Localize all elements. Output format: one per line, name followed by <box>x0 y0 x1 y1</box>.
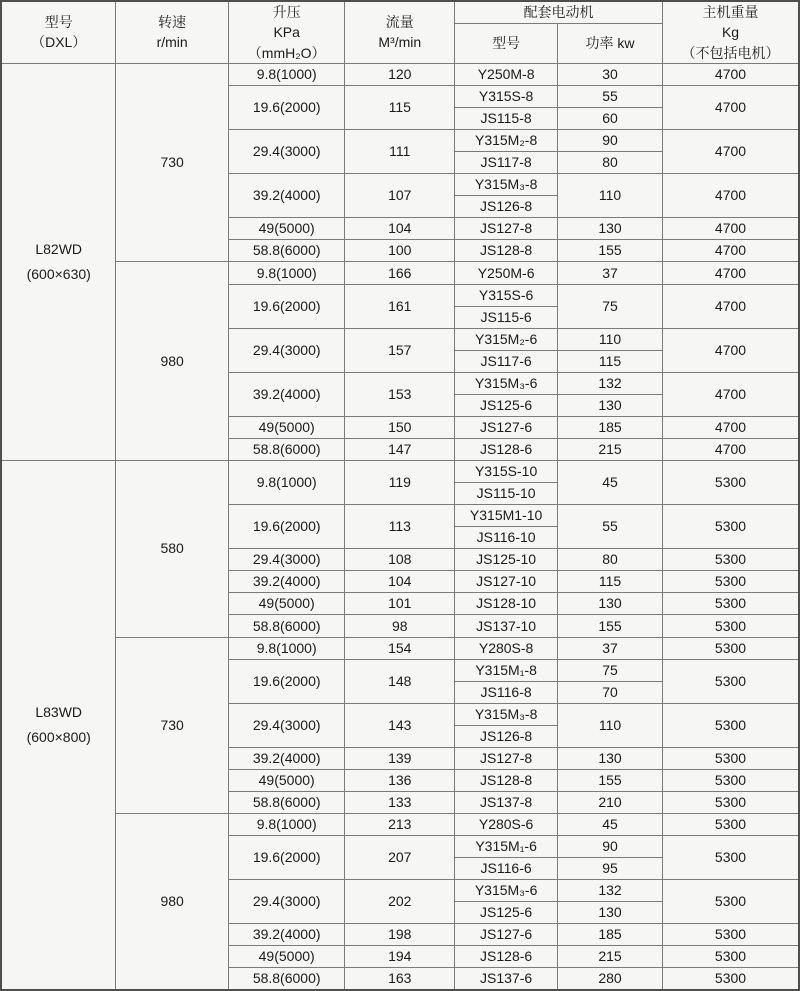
model-cell <box>1 63 116 460</box>
header-motor-group: 配套电动机 <box>455 1 663 23</box>
pressure-cell: 58.8(6000) <box>228 791 345 813</box>
flow-cell: 153 <box>345 372 455 416</box>
weight-cell: 5300 <box>663 791 800 813</box>
motor-power-cell: 115 <box>558 350 663 372</box>
flow-cell: 161 <box>345 284 455 328</box>
motor-power-cell: 185 <box>558 924 663 946</box>
pressure-cell: 9.8(1000) <box>228 461 345 505</box>
flow-cell: 213 <box>345 814 455 836</box>
flow-cell: 104 <box>345 571 455 593</box>
header-motor-model: 型号 <box>455 23 558 63</box>
motor-power-cell: 132 <box>558 880 663 902</box>
motor-model-cell: JS128-10 <box>455 593 558 615</box>
flow-cell: 148 <box>345 659 455 703</box>
motor-model-cell: JS127-6 <box>455 416 558 438</box>
motor-model-cell: JS128-6 <box>455 438 558 460</box>
motor-model-cell: Y280S-6 <box>455 814 558 836</box>
weight-cell: 5300 <box>663 703 800 747</box>
motor-model-cell: JS116-10 <box>455 527 558 549</box>
motor-model-cell: JS117-6 <box>455 350 558 372</box>
motor-power-cell: 215 <box>558 438 663 460</box>
pressure-cell: 58.8(6000) <box>228 438 345 460</box>
header-weight-line3: （不包括电机） <box>681 44 780 61</box>
motor-model-cell: JS116-8 <box>455 681 558 703</box>
motor-power-cell: 75 <box>558 659 663 681</box>
motor-model-cell: JS137-6 <box>455 968 558 990</box>
header-pressure-line1: 升压 <box>272 4 301 20</box>
weight-cell: 5300 <box>663 814 800 836</box>
flow-cell: 133 <box>345 791 455 813</box>
weight-cell: 5300 <box>663 637 800 659</box>
header-speed-line2: r/min <box>156 34 188 51</box>
motor-model-cell: Y315S-6 <box>455 284 558 306</box>
pressure-cell: 49(5000) <box>228 218 345 240</box>
weight-cell: 5300 <box>663 836 800 880</box>
motor-power-cell: 215 <box>558 946 663 968</box>
header-model-line2: （DXL） <box>31 34 87 51</box>
weight-cell: 5300 <box>663 769 800 791</box>
weight-cell: 4700 <box>663 372 800 416</box>
weight-cell: 5300 <box>663 924 800 946</box>
motor-model-cell: Y250M-8 <box>455 63 558 85</box>
motor-power-cell: 130 <box>558 593 663 615</box>
motor-power-cell: 37 <box>558 637 663 659</box>
model-size: (600×630) <box>26 265 91 282</box>
motor-model-cell: Y250M-6 <box>455 262 558 284</box>
pressure-cell: 39.2(4000) <box>228 924 345 946</box>
flow-cell: 163 <box>345 968 455 990</box>
flow-cell: 202 <box>345 880 455 924</box>
motor-model-cell: Y315S-8 <box>455 85 558 107</box>
motor-model-cell: JS117-8 <box>455 152 558 174</box>
pressure-cell: 19.6(2000) <box>228 505 345 549</box>
motor-model-cell: JS128-6 <box>455 946 558 968</box>
motor-power-cell: 210 <box>558 791 663 813</box>
header-pressure-line3: （mmH₂O） <box>247 44 326 61</box>
motor-model-cell: Y315M₂-8 <box>455 130 558 152</box>
motor-model-cell: Y315M₂-6 <box>455 328 558 350</box>
header-model <box>1 1 116 63</box>
header-model-line1: 型号 <box>44 14 73 31</box>
pressure-cell: 9.8(1000) <box>228 262 345 284</box>
motor-power-cell: 115 <box>558 571 663 593</box>
motor-power-cell: 155 <box>558 769 663 791</box>
pressure-cell: 29.4(3000) <box>228 130 345 174</box>
model-cell <box>1 461 116 991</box>
flow-cell: 207 <box>345 836 455 880</box>
weight-cell: 4700 <box>663 262 800 284</box>
weight-cell: 4700 <box>663 416 800 438</box>
model-name: L82WD <box>35 240 83 257</box>
motor-model-cell: Y315M₁-8 <box>455 659 558 681</box>
flow-cell: 120 <box>345 63 455 85</box>
header-weight-line2: Kg <box>721 24 740 41</box>
motor-model-cell: Y280S-8 <box>455 637 558 659</box>
weight-cell: 4700 <box>663 130 800 174</box>
flow-cell: 119 <box>345 461 455 505</box>
motor-power-cell: 45 <box>558 814 663 836</box>
weight-cell: 5300 <box>663 659 800 703</box>
pressure-cell: 39.2(4000) <box>228 747 345 769</box>
motor-model-cell: JS125-10 <box>455 549 558 571</box>
motor-power-cell: 80 <box>558 152 663 174</box>
flow-cell: 108 <box>345 549 455 571</box>
motor-power-cell: 132 <box>558 372 663 394</box>
model-size: (600×800) <box>26 729 91 746</box>
pressure-cell: 19.6(2000) <box>228 284 345 328</box>
weight-cell: 4700 <box>663 284 800 328</box>
flow-cell: 147 <box>345 438 455 460</box>
pressure-cell: 58.8(6000) <box>228 968 345 990</box>
motor-model-cell: JS125-6 <box>455 394 558 416</box>
speed-cell: 730 <box>116 637 229 814</box>
motor-model-cell: JS128-8 <box>455 240 558 262</box>
motor-model-cell: JS128-8 <box>455 769 558 791</box>
motor-power-cell: 90 <box>558 130 663 152</box>
weight-cell: 4700 <box>663 174 800 218</box>
weight-cell: 5300 <box>663 571 800 593</box>
pressure-cell: 39.2(4000) <box>228 372 345 416</box>
pressure-cell: 49(5000) <box>228 416 345 438</box>
flow-cell: 194 <box>345 946 455 968</box>
weight-cell: 4700 <box>663 438 800 460</box>
pressure-cell: 19.6(2000) <box>228 85 345 129</box>
weight-cell: 5300 <box>663 880 800 924</box>
header-flow-line1: 流量 <box>385 14 414 31</box>
weight-cell: 4700 <box>663 63 800 85</box>
flow-cell: 113 <box>345 505 455 549</box>
flow-cell: 143 <box>345 703 455 747</box>
motor-power-cell: 110 <box>558 703 663 747</box>
motor-model-cell: JS126-8 <box>455 725 558 747</box>
pressure-cell: 9.8(1000) <box>228 63 345 85</box>
motor-model-cell: Y315M₃-8 <box>455 703 558 725</box>
motor-power-cell: 55 <box>558 85 663 107</box>
motor-model-cell: JS115-8 <box>455 108 558 130</box>
motor-power-cell: 110 <box>558 174 663 218</box>
header-flow-line2: M³/min <box>378 34 422 51</box>
pressure-cell: 39.2(4000) <box>228 571 345 593</box>
motor-power-cell: 110 <box>558 328 663 350</box>
weight-cell: 5300 <box>663 593 800 615</box>
motor-model-cell: Y315M1-10 <box>455 505 558 527</box>
flow-cell: 98 <box>345 615 455 637</box>
flow-cell: 107 <box>345 174 455 218</box>
header-flow <box>345 1 455 63</box>
pressure-cell: 19.6(2000) <box>228 836 345 880</box>
motor-model-cell: JS116-6 <box>455 858 558 880</box>
motor-model-cell: Y315M₁-6 <box>455 836 558 858</box>
flow-cell: 136 <box>345 769 455 791</box>
motor-power-cell: 95 <box>558 858 663 880</box>
motor-power-cell: 80 <box>558 549 663 571</box>
pressure-cell: 58.8(6000) <box>228 240 345 262</box>
pressure-cell: 29.4(3000) <box>228 549 345 571</box>
motor-power-cell: 130 <box>558 394 663 416</box>
speed-cell: 980 <box>116 262 229 461</box>
motor-power-cell: 45 <box>558 461 663 505</box>
weight-cell: 5300 <box>663 505 800 549</box>
flow-cell: 198 <box>345 924 455 946</box>
header-weight-line1: 主机重量 <box>702 4 759 20</box>
header-motor-power: 功率 kw <box>558 23 663 63</box>
motor-power-cell: 155 <box>558 615 663 637</box>
pressure-cell: 49(5000) <box>228 593 345 615</box>
motor-model-cell: JS115-10 <box>455 483 558 505</box>
motor-model-cell: JS137-8 <box>455 791 558 813</box>
motor-model-cell: Y315S-10 <box>455 461 558 483</box>
motor-power-cell: 280 <box>558 968 663 990</box>
weight-cell: 4700 <box>663 85 800 129</box>
weight-cell: 5300 <box>663 968 800 990</box>
pressure-cell: 29.4(3000) <box>228 880 345 924</box>
motor-power-cell: 130 <box>558 747 663 769</box>
motor-model-cell: JS127-8 <box>455 218 558 240</box>
pressure-cell: 19.6(2000) <box>228 659 345 703</box>
motor-power-cell: 130 <box>558 902 663 924</box>
flow-cell: 111 <box>345 130 455 174</box>
header-pressure <box>228 1 345 63</box>
motor-power-cell: 30 <box>558 63 663 85</box>
flow-cell: 150 <box>345 416 455 438</box>
flow-cell: 139 <box>345 747 455 769</box>
motor-model-cell: JS115-6 <box>455 306 558 328</box>
header-speed-line1: 转速 <box>158 14 187 31</box>
motor-model-cell: JS127-10 <box>455 571 558 593</box>
motor-model-cell: JS125-6 <box>455 902 558 924</box>
motor-power-cell: 130 <box>558 218 663 240</box>
motor-power-cell: 90 <box>558 836 663 858</box>
motor-power-cell: 37 <box>558 262 663 284</box>
motor-power-cell: 55 <box>558 505 663 549</box>
flow-cell: 154 <box>345 637 455 659</box>
weight-cell: 5300 <box>663 946 800 968</box>
weight-cell: 5300 <box>663 615 800 637</box>
motor-model-cell: JS127-8 <box>455 747 558 769</box>
speed-cell: 580 <box>116 461 229 638</box>
flow-cell: 166 <box>345 262 455 284</box>
motor-power-cell: 185 <box>558 416 663 438</box>
speed-cell: 980 <box>116 814 229 991</box>
header-speed <box>116 1 229 63</box>
pressure-cell: 9.8(1000) <box>228 637 345 659</box>
flow-cell: 104 <box>345 218 455 240</box>
pressure-cell: 39.2(4000) <box>228 174 345 218</box>
weight-cell: 5300 <box>663 549 800 571</box>
motor-power-cell: 155 <box>558 240 663 262</box>
flow-cell: 157 <box>345 328 455 372</box>
pressure-cell: 49(5000) <box>228 946 345 968</box>
motor-model-cell: JS137-10 <box>455 615 558 637</box>
motor-power-cell: 75 <box>558 284 663 328</box>
weight-cell: 5300 <box>663 461 800 505</box>
pressure-cell: 49(5000) <box>228 769 345 791</box>
weight-cell: 4700 <box>663 328 800 372</box>
flow-cell: 101 <box>345 593 455 615</box>
flow-cell: 115 <box>345 85 455 129</box>
pressure-cell: 9.8(1000) <box>228 814 345 836</box>
weight-cell: 4700 <box>663 240 800 262</box>
motor-model-cell: Y315M₃-8 <box>455 174 558 196</box>
pressure-cell: 58.8(6000) <box>228 615 345 637</box>
motor-model-cell: JS126-8 <box>455 196 558 218</box>
flow-cell: 100 <box>345 240 455 262</box>
header-weight <box>663 1 800 63</box>
motor-power-cell: 70 <box>558 681 663 703</box>
pressure-cell: 29.4(3000) <box>228 328 345 372</box>
weight-cell: 5300 <box>663 747 800 769</box>
motor-power-cell: 60 <box>558 108 663 130</box>
header-pressure-line2: KPa <box>273 24 300 41</box>
motor-model-cell: Y315M₃-6 <box>455 880 558 902</box>
motor-model-cell: Y315M₃-6 <box>455 372 558 394</box>
speed-cell: 730 <box>116 63 229 262</box>
weight-cell: 4700 <box>663 218 800 240</box>
motor-model-cell: JS127-6 <box>455 924 558 946</box>
model-name: L83WD <box>35 704 83 721</box>
pressure-cell: 29.4(3000) <box>228 703 345 747</box>
